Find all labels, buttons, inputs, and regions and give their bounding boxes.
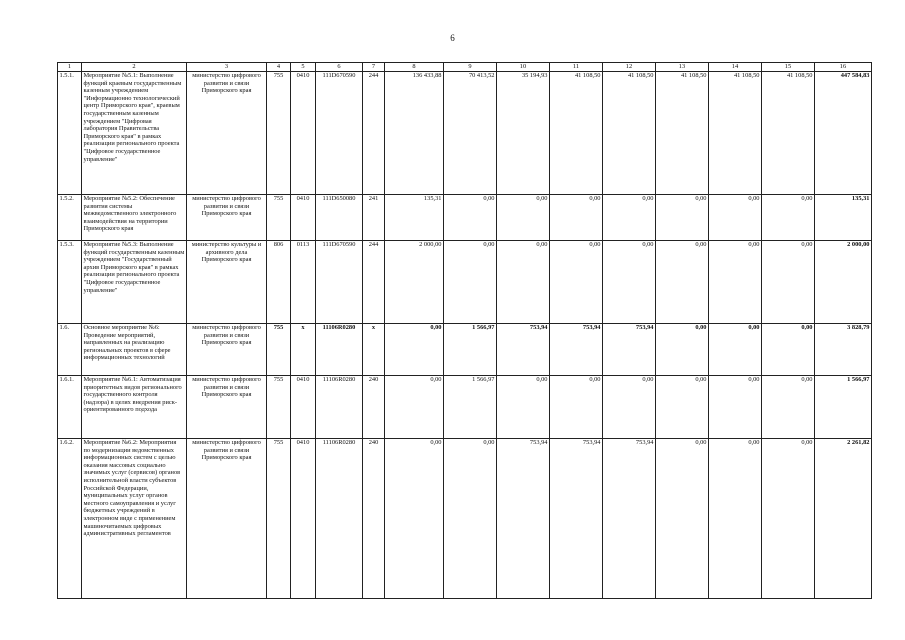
amount-col-13: 0,00 <box>656 323 709 375</box>
activity-name: Мероприятие №5.3: Выполнение функций государственным казенным учреждением "Государственный архив Приморского края" в рамках реализации регионального проекта "Цифровое государственное управление" <box>82 240 187 323</box>
amount-col-8: 2 000,00 <box>385 240 444 323</box>
amount-col-11: 753,94 <box>550 438 603 598</box>
column-number: 4 <box>267 63 291 72</box>
amount-col-8: 136 433,88 <box>385 71 444 194</box>
table-row <box>58 375 872 438</box>
activity-name: Мероприятие №6.2: Мероприятия по модернизации ведомственных информационных систем с целью оказания массовых социально значимых услуг (сервисов) органов исполнительной власти субъектов Российской Федерации, муниципальных услуг органов местного самоуправления и услуг бюджетных учреждений в электронном виде с применением машиночитаемых цифровых административных регламентов <box>82 438 187 598</box>
amount-col-10: 35 194,93 <box>497 71 550 194</box>
target-article: 111D650080 <box>316 194 363 240</box>
amount-col-13: 0,00 <box>656 438 709 598</box>
column-number: 15 <box>762 63 815 72</box>
amount-col-10: 0,00 <box>497 240 550 323</box>
section-code: х <box>291 323 316 375</box>
target-article: 111D670590 <box>316 71 363 194</box>
amount-col-11: 753,94 <box>550 323 603 375</box>
amount-col-12: 0,00 <box>603 194 656 240</box>
row-number: 1.5.2. <box>58 194 82 240</box>
column-number: 8 <box>385 63 444 72</box>
executor: министерство цифрового развития и связи Приморского края <box>187 438 267 598</box>
column-number: 1 <box>58 63 82 72</box>
row-number: 1.6. <box>58 323 82 375</box>
table-row <box>58 323 872 375</box>
row-number: 1.5.1. <box>58 71 82 194</box>
amount-col-14: 0,00 <box>709 240 762 323</box>
amount-col-12: 753,94 <box>603 438 656 598</box>
amount-col-12: 0,00 <box>603 240 656 323</box>
amount-col-9: 0,00 <box>444 194 497 240</box>
amount-col-10: 0,00 <box>497 194 550 240</box>
column-number: 10 <box>497 63 550 72</box>
column-number: 6 <box>316 63 363 72</box>
executor: министерство цифрового развития и связи Приморского края <box>187 323 267 375</box>
grbs-code: 755 <box>267 71 291 194</box>
expense-type: 244 <box>363 240 385 323</box>
row-total: 1 566,97 <box>815 375 872 438</box>
row-total: 2 261,82 <box>815 438 872 598</box>
row-number: 1.6.1. <box>58 375 82 438</box>
amount-col-10: 0,00 <box>497 375 550 438</box>
section-code: 0410 <box>291 71 316 194</box>
budget-table <box>57 62 872 599</box>
expense-type: 240 <box>363 438 385 598</box>
amount-col-14: 0,00 <box>709 323 762 375</box>
column-number: 13 <box>656 63 709 72</box>
row-total: 447 584,83 <box>815 71 872 194</box>
amount-col-15: 0,00 <box>762 438 815 598</box>
amount-col-14: 0,00 <box>709 375 762 438</box>
activity-name: Мероприятие №6.1: Автоматизация приоритетных видов регионального государственного контроля (надзора) в целях внедрения риск-ориентированного подхода <box>82 375 187 438</box>
column-number-row <box>58 63 872 72</box>
amount-col-9: 1 566,97 <box>444 323 497 375</box>
column-number: 5 <box>291 63 316 72</box>
page-number: 6 <box>450 33 455 43</box>
grbs-code: 755 <box>267 323 291 375</box>
amount-col-11: 0,00 <box>550 375 603 438</box>
column-number: 11 <box>550 63 603 72</box>
amount-col-9: 0,00 <box>444 438 497 598</box>
column-number: 14 <box>709 63 762 72</box>
section-code: 0410 <box>291 375 316 438</box>
executor: министерство цифрового развития и связи Приморского края <box>187 194 267 240</box>
column-number: 2 <box>82 63 187 72</box>
row-number: 1.5.3. <box>58 240 82 323</box>
amount-col-12: 753,94 <box>603 323 656 375</box>
executor: министерство культуры и архивного дела Приморского края <box>187 240 267 323</box>
activity-name: Основное мероприятие №6: Проведение мероприятий, направленных на реализацию региональных проектов в сфере информационных технологий <box>82 323 187 375</box>
amount-col-15: 41 108,50 <box>762 71 815 194</box>
expense-type: х <box>363 323 385 375</box>
column-number: 3 <box>187 63 267 72</box>
row-total: 135,31 <box>815 194 872 240</box>
amount-col-9: 1 566,97 <box>444 375 497 438</box>
amount-col-8: 135,31 <box>385 194 444 240</box>
amount-col-14: 0,00 <box>709 194 762 240</box>
section-code: 0410 <box>291 194 316 240</box>
table-row <box>58 438 872 598</box>
row-total: 3 828,79 <box>815 323 872 375</box>
column-number: 16 <box>815 63 872 72</box>
amount-col-8: 0,00 <box>385 375 444 438</box>
amount-col-12: 41 108,50 <box>603 71 656 194</box>
amount-col-9: 70 413,52 <box>444 71 497 194</box>
expense-type: 241 <box>363 194 385 240</box>
column-number: 7 <box>363 63 385 72</box>
table-row <box>58 194 872 240</box>
target-article: 11106R0280 <box>316 323 363 375</box>
executor: министерство цифрового развития и связи Приморского края <box>187 375 267 438</box>
target-article: 11106R0280 <box>316 375 363 438</box>
table-row <box>58 240 872 323</box>
row-number: 1.6.2. <box>58 438 82 598</box>
amount-col-15: 0,00 <box>762 375 815 438</box>
column-number: 12 <box>603 63 656 72</box>
amount-col-14: 0,00 <box>709 438 762 598</box>
amount-col-8: 0,00 <box>385 323 444 375</box>
amount-col-13: 41 108,50 <box>656 71 709 194</box>
amount-col-9: 0,00 <box>444 240 497 323</box>
grbs-code: 755 <box>267 438 291 598</box>
activity-name: Мероприятие №5.1: Выполнение функций краевым государственным казенным учреждением "Информационно технологический центр Приморского края", краевым государственным казенным учреждением "Цифровая лаборатория Правительства Приморского края" в рамках реализации регионального проекта "Цифровое государственное управление" <box>82 71 187 194</box>
section-code: 0113 <box>291 240 316 323</box>
amount-col-15: 0,00 <box>762 323 815 375</box>
expense-type: 240 <box>363 375 385 438</box>
activity-name: Мероприятие №5.2: Обеспечение развития системы межведомственного электронного взаимодействия на территории Приморского края <box>82 194 187 240</box>
amount-col-10: 753,94 <box>497 438 550 598</box>
table-row <box>58 71 872 194</box>
amount-col-14: 41 108,50 <box>709 71 762 194</box>
expense-type: 244 <box>363 71 385 194</box>
grbs-code: 755 <box>267 375 291 438</box>
amount-col-13: 0,00 <box>656 375 709 438</box>
grbs-code: 755 <box>267 194 291 240</box>
target-article: 111D670590 <box>316 240 363 323</box>
amount-col-12: 0,00 <box>603 375 656 438</box>
amount-col-11: 0,00 <box>550 240 603 323</box>
amount-col-11: 0,00 <box>550 194 603 240</box>
amount-col-15: 0,00 <box>762 240 815 323</box>
amount-col-13: 0,00 <box>656 240 709 323</box>
executor: министерство цифрового развития и связи Приморского края <box>187 71 267 194</box>
grbs-code: 806 <box>267 240 291 323</box>
section-code: 0410 <box>291 438 316 598</box>
amount-col-8: 0,00 <box>385 438 444 598</box>
column-number: 9 <box>444 63 497 72</box>
amount-col-11: 41 108,50 <box>550 71 603 194</box>
amount-col-15: 0,00 <box>762 194 815 240</box>
amount-col-10: 753,94 <box>497 323 550 375</box>
row-total: 2 000,00 <box>815 240 872 323</box>
target-article: 11106R0280 <box>316 438 363 598</box>
amount-col-13: 0,00 <box>656 194 709 240</box>
